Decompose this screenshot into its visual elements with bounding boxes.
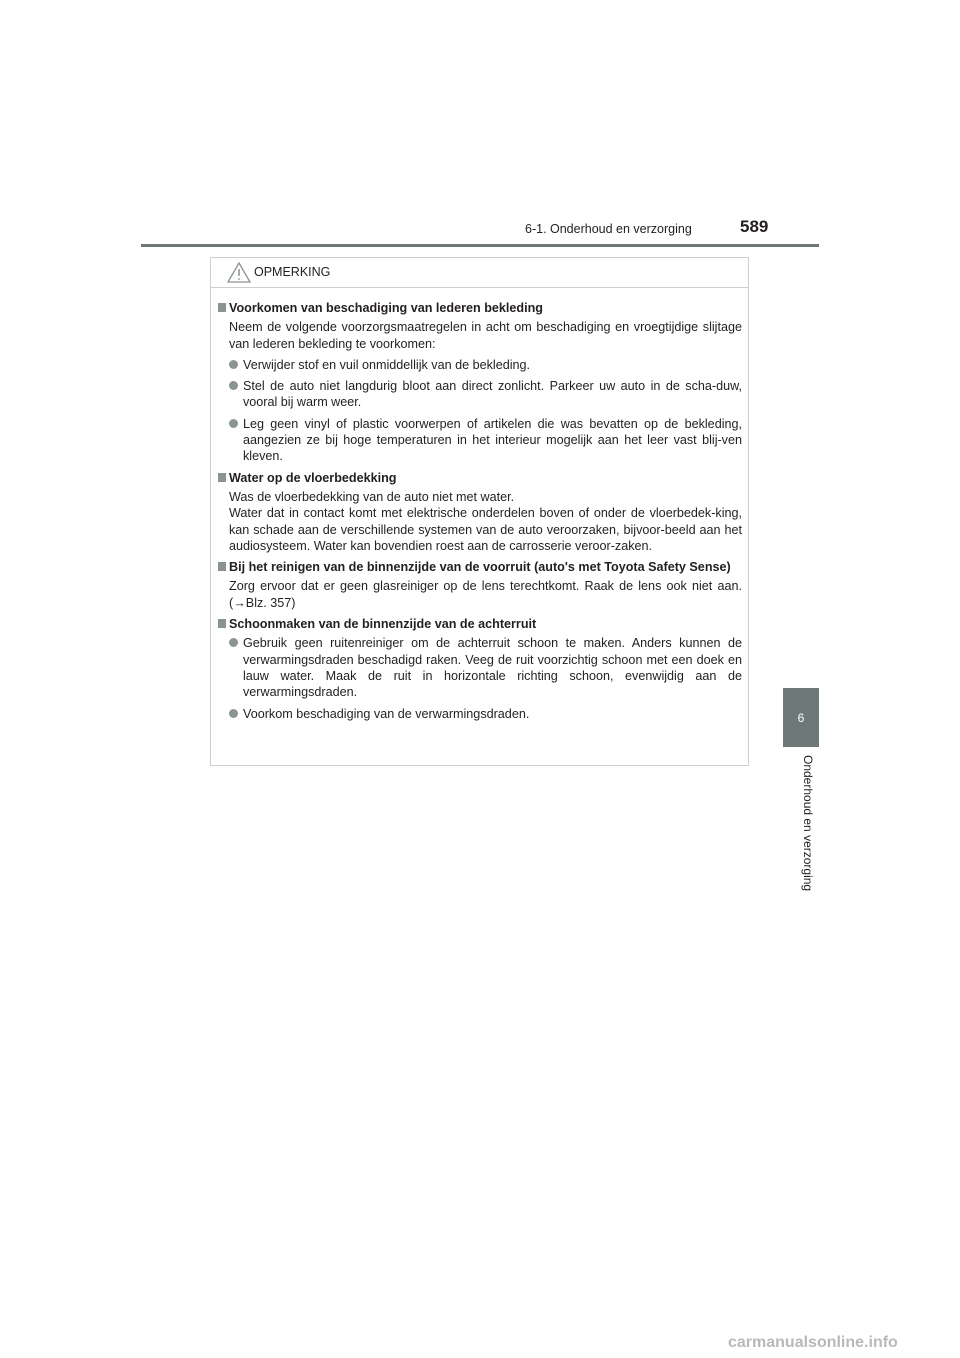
section-title: Schoonmaken van de binnenzijde van de achterruit [229,617,537,632]
chapter-label: Onderhoud en verzorging [801,755,815,892]
notice-box [210,257,749,766]
list-item [229,635,742,700]
chapter-number: 6 [797,710,805,725]
section-leather [218,300,742,465]
section-rear-window [218,616,742,722]
round-bullet-icon [229,638,238,647]
notice-header [211,258,748,288]
section-text: Water dat in contact komt met elektrische onderdelen boven of onder de vloerbedek-king, kan schade aan de verschillende systemen van de auto veroorzaken, bijvoor-beeld aan het audiosysteem. Water kan bovendien roest aan de carrosserie veroor-zaken. [229,506,742,553]
watermark: carmanualsonline.info [728,1334,898,1351]
section-windshield [218,559,742,611]
list-item-text: Stel de auto niet langdurig bloot aan direct zonlicht. Parkeer uw auto in de scha-duw, vooral bij warm weer. [243,379,742,410]
page-number: 589 [740,217,769,236]
notice-title: OPMERKING [254,265,331,279]
running-header: 6-1. Onderhoud en verzorging [525,222,692,236]
round-bullet-icon [229,360,238,369]
list-item-text: Verwijder stof en vuil onmiddellijk van de bekleding. [243,357,531,372]
list-item [229,706,742,722]
chapter-tab [783,688,819,747]
round-bullet-icon [229,419,238,428]
square-bullet-icon [218,619,226,628]
section-floor-carpet [218,470,742,554]
list-item [229,357,742,373]
section-text: Zorg ervoor dat er geen glasreiniger op de lens terechtkomt. Raak de lens ook niet aan. (→Blz. 357) [229,579,742,610]
section-text: Was de vloerbedekking van de auto niet met water. [229,489,515,504]
list-item [229,378,742,411]
square-bullet-icon [218,473,226,482]
section-title: Bij het reinigen van de binnenzijde van de voorruit (auto's met Toyota Safety Sense) [229,560,731,575]
section-title: Voorkomen van beschadiging van lederen bekleding [229,301,543,315]
round-bullet-icon [229,381,238,390]
round-bullet-icon [229,709,238,718]
list-item-text: Gebruik geen ruitenreiniger om de achterruit schoon te maken. Anders kunnen de verwarmingsdraden beschadigd raken. Veeg de ruit voorzichtig schoon met een doek en lauw water. Maak de ruit in horizontale richting schoon, evenwijdig aan de verwarmingsdraden. [243,636,742,700]
square-bullet-icon [218,303,226,312]
list-item [229,416,742,465]
list-item-text: Leg geen vinyl of plastic voorwerpen of artikelen die was bevatten op de bekleding, aangezien ze bij hoge temperaturen in het interieur mogelijk aan het leer vast blij-ven kleven. [243,416,742,464]
square-bullet-icon [218,562,226,571]
list-item-text: Voorkom beschadiging van de verwarmingsdraden. [243,706,530,721]
header-rule [141,244,819,247]
notice-body [211,288,748,722]
section-title: Water op de vloerbedekking [229,470,397,485]
section-text: Neem de volgende voorzorgsmaatregelen in acht om beschadiging en vroegtijdige slijtage van lederen bekleding te voorkomen: [229,320,742,351]
warning-triangle-icon [227,262,251,283]
